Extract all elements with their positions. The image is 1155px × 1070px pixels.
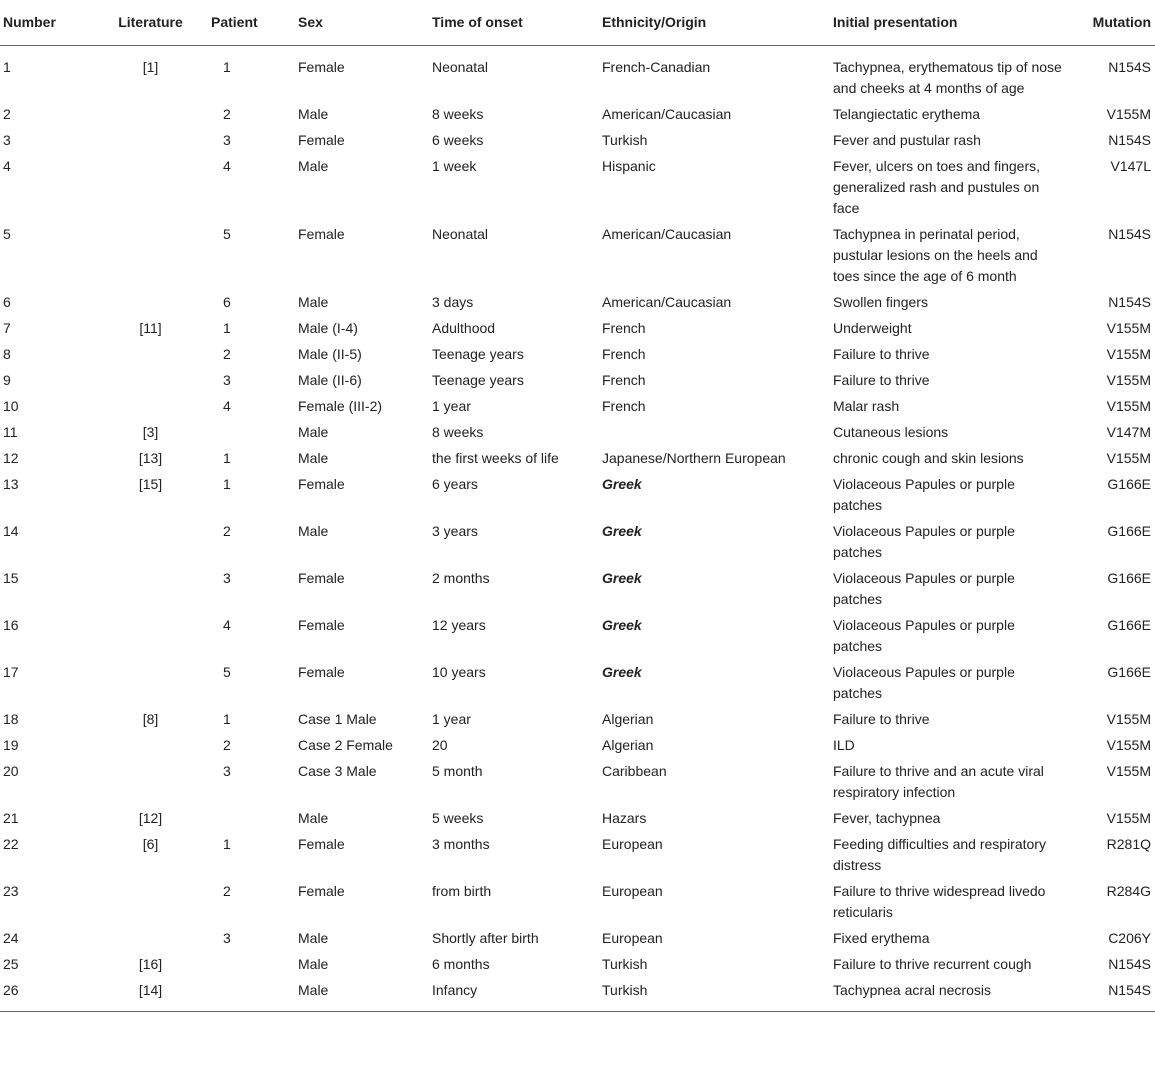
cell-ethnicity-origin: French-Canadian <box>602 59 711 75</box>
table-row <box>0 879 1155 926</box>
cell-time-of-onset: from birth <box>432 883 492 899</box>
cell-sex: Female <box>298 664 345 680</box>
cell-time-of-onset: 6 years <box>432 476 478 492</box>
cell-literature <box>98 733 203 759</box>
cell-sex: Female <box>298 476 345 492</box>
cell-time-of-onset: 3 days <box>432 294 474 310</box>
cell-ethnicity-origin: Turkish <box>602 978 833 1012</box>
cell-mutation: V155M <box>1106 398 1151 414</box>
cell-ethnicity-origin: Greek <box>602 617 642 633</box>
cell-literature <box>98 613 203 660</box>
cell-number: 14 <box>3 523 19 539</box>
cell-number: 16 <box>3 617 19 633</box>
cell-number: 2 <box>3 106 11 122</box>
cell-initial-presentation: Feeding difficulties and respiratory distress <box>833 836 1046 873</box>
table-row <box>0 222 1155 290</box>
cell-literature <box>98 394 203 420</box>
cell-patient: 3 <box>223 763 231 779</box>
cell-number: 24 <box>3 930 19 946</box>
cell-sex: Male <box>298 450 329 466</box>
cell-patient <box>203 806 298 832</box>
cell-mutation: R281Q <box>1106 836 1151 852</box>
header-sex: Sex <box>298 0 432 46</box>
table-row <box>0 519 1155 566</box>
cell-number: 21 <box>3 810 19 826</box>
cell-patient: 4 <box>223 617 231 633</box>
cell-literature <box>98 368 203 394</box>
cell-time-of-onset: 12 years <box>432 617 486 633</box>
cell-literature <box>98 154 203 222</box>
cell-sex: Female <box>298 226 345 242</box>
cell-ethnicity-origin <box>602 420 833 446</box>
table-header <box>0 0 1155 46</box>
cell-mutation: G166E <box>1107 476 1151 492</box>
header-literature: Literature <box>98 0 203 46</box>
cell-initial-presentation: Failure to thrive and an acute viral respiratory infection <box>833 763 1044 800</box>
cell-literature: [12] <box>138 810 163 826</box>
cell-time-of-onset: 1 year <box>432 711 471 727</box>
cell-ethnicity-origin: European <box>602 883 663 899</box>
cell-patient <box>203 978 298 1012</box>
cell-time-of-onset: 1 year <box>432 398 471 414</box>
table-row <box>0 342 1155 368</box>
cell-literature: [8] <box>142 711 159 727</box>
cell-patient: 6 <box>223 294 231 310</box>
table-row <box>0 446 1155 472</box>
table-row <box>0 102 1155 128</box>
table-row <box>0 660 1155 707</box>
table-row <box>0 394 1155 420</box>
header-time-of-onset: Time of onset <box>432 0 602 46</box>
cell-number: 12 <box>3 450 19 466</box>
table-row <box>0 952 1155 978</box>
cell-initial-presentation: Telangiectatic erythema <box>833 106 981 122</box>
cell-mutation: N154S <box>1108 132 1151 148</box>
cell-mutation: R284G <box>1106 883 1151 899</box>
cell-initial-presentation: Malar rash <box>833 398 900 414</box>
cell-sex: Male <box>298 158 329 174</box>
cell-time-of-onset: 5 weeks <box>432 810 484 826</box>
cell-initial-presentation: Violaceous Papules or purple patches <box>833 617 1015 654</box>
cell-patient: 2 <box>223 523 231 539</box>
cell-time-of-onset: 6 weeks <box>432 132 484 148</box>
cell-sex: Case 3 Male <box>298 763 377 779</box>
cell-mutation: V147L <box>1110 158 1151 174</box>
cell-sex: Female <box>298 59 345 75</box>
cell-literature <box>98 759 203 806</box>
cell-sex: Male <box>298 956 329 972</box>
cell-patient: 3 <box>223 570 231 586</box>
cell-patient: 3 <box>223 372 231 388</box>
cell-literature <box>98 879 203 926</box>
cell-ethnicity-origin: Greek <box>602 476 642 492</box>
table-row <box>0 154 1155 222</box>
cell-number: 25 <box>3 956 19 972</box>
cell-literature <box>98 128 203 154</box>
cell-literature: [1] <box>142 59 159 75</box>
cell-time-of-onset: 5 month <box>432 763 483 779</box>
cell-initial-presentation: Fever, tachypnea <box>833 810 941 826</box>
cell-initial-presentation: Violaceous Papules or purple patches <box>833 664 1015 701</box>
cell-initial-presentation: Failure to thrive <box>833 372 930 388</box>
cell-initial-presentation: chronic cough and skin lesions <box>833 450 1024 466</box>
cell-ethnicity-origin: French <box>602 398 646 414</box>
cell-number: 6 <box>3 294 11 310</box>
cell-ethnicity-origin: French <box>602 372 646 388</box>
cell-number: 5 <box>3 226 11 242</box>
cell-initial-presentation: Violaceous Papules or purple patches <box>833 476 1015 513</box>
cell-initial-presentation: Underweight <box>833 320 912 336</box>
cell-sex: Male <box>298 930 329 946</box>
table-row <box>0 759 1155 806</box>
cell-mutation: V155M <box>1106 763 1151 779</box>
header-initial-presentation: Initial presentation <box>833 0 1079 46</box>
cell-initial-presentation: Violaceous Papules or purple patches <box>833 570 1015 607</box>
table-row <box>0 707 1155 733</box>
cell-mutation: G166E <box>1107 664 1151 680</box>
table-row <box>0 832 1155 879</box>
table-row <box>0 733 1155 759</box>
cell-number: 1 <box>3 59 11 75</box>
cell-ethnicity-origin: European <box>602 836 663 852</box>
cell-patient <box>203 952 298 978</box>
cell-ethnicity-origin: Turkish <box>602 956 648 972</box>
cell-literature: [15] <box>138 476 163 492</box>
cell-patient: 2 <box>223 346 231 362</box>
cell-mutation: N154S <box>1108 226 1151 242</box>
cell-literature <box>98 342 203 368</box>
cell-initial-presentation: Swollen fingers <box>833 294 928 310</box>
cell-patient: 4 <box>223 158 231 174</box>
cell-number: 8 <box>3 346 11 362</box>
cell-sex: Female <box>298 132 345 148</box>
cell-literature <box>98 660 203 707</box>
cell-mutation: C206Y <box>1108 930 1151 946</box>
cell-sex: Female <box>298 570 345 586</box>
cell-mutation: N154S <box>1108 956 1151 972</box>
cell-ethnicity-origin: American/Caucasian <box>602 226 732 242</box>
cell-initial-presentation: Failure to thrive recurrent cough <box>833 956 1032 972</box>
cell-mutation: G166E <box>1107 523 1151 539</box>
cell-number: 22 <box>3 836 19 852</box>
cell-mutation: V155M <box>1106 810 1151 826</box>
cell-patient: 1 <box>223 59 231 75</box>
cell-time-of-onset: 20 <box>432 737 448 753</box>
cell-time-of-onset: 3 months <box>432 836 490 852</box>
table-row <box>0 566 1155 613</box>
cell-sex: Male (I-4) <box>298 320 358 336</box>
cell-sex: Female <box>298 617 345 633</box>
cell-mutation: G166E <box>1107 570 1151 586</box>
cell-mutation: G166E <box>1107 617 1151 633</box>
cell-mutation: V155M <box>1106 711 1151 727</box>
table-row <box>0 316 1155 342</box>
cell-number: 26 <box>0 978 98 1012</box>
cell-number: 10 <box>3 398 19 414</box>
cell-number: 3 <box>3 132 11 148</box>
cell-sex: Male <box>298 424 329 440</box>
cell-literature <box>98 290 203 316</box>
cell-sex: Female <box>298 883 345 899</box>
cell-patient: 1 <box>223 450 231 466</box>
cell-number: 23 <box>3 883 19 899</box>
cell-mutation: V155M <box>1106 106 1151 122</box>
cell-ethnicity-origin: Hispanic <box>602 158 656 174</box>
cell-initial-presentation: Tachypnea in perinatal period, pustular lesions on the heels and toes since the age of 6 month <box>833 226 1038 284</box>
cell-initial-presentation: Tachypnea acral necrosis <box>833 978 1079 1012</box>
cell-ethnicity-origin: American/Caucasian <box>602 294 732 310</box>
cell-initial-presentation: Fever, ulcers on toes and fingers, generalized rash and pustules on face <box>833 158 1040 216</box>
cell-initial-presentation: Tachypnea, erythematous tip of nose and cheeks at 4 months of age <box>833 59 1062 96</box>
cell-mutation: V155M <box>1106 450 1151 466</box>
cell-number: 18 <box>3 711 19 727</box>
cell-literature <box>98 926 203 952</box>
table-row <box>0 290 1155 316</box>
cell-patient: 1 <box>223 320 231 336</box>
cell-time-of-onset: 2 months <box>432 570 490 586</box>
cell-number: 19 <box>3 737 19 753</box>
cell-mutation: V155M <box>1106 320 1151 336</box>
cell-initial-presentation: ILD <box>833 737 855 753</box>
cell-patient: 1 <box>223 836 231 852</box>
cell-time-of-onset: 3 years <box>432 523 478 539</box>
cell-time-of-onset: 1 week <box>432 158 477 174</box>
cell-sex: Male <box>298 978 432 1012</box>
cell-number: 4 <box>3 158 11 174</box>
cell-patient: 3 <box>223 132 231 148</box>
cell-number: 17 <box>3 664 19 680</box>
table-row <box>0 613 1155 660</box>
table-row <box>0 978 1155 1012</box>
cell-patient: 5 <box>223 226 231 242</box>
cell-literature: [3] <box>142 424 159 440</box>
header-ethnicity-origin: Ethnicity/Origin <box>602 0 833 46</box>
cell-sex: Male (II-5) <box>298 346 362 362</box>
table-row <box>0 806 1155 832</box>
cell-sex: Case 1 Male <box>298 711 377 727</box>
cell-mutation: V155M <box>1106 372 1151 388</box>
cell-time-of-onset: Adulthood <box>432 320 496 336</box>
cell-patient: 2 <box>223 106 231 122</box>
cell-number: 13 <box>3 476 19 492</box>
cell-patient: 3 <box>223 930 231 946</box>
cell-sex: Male <box>298 810 329 826</box>
cell-mutation: N154S <box>1108 294 1151 310</box>
cell-initial-presentation: Violaceous Papules or purple patches <box>833 523 1015 560</box>
cell-mutation: N154S <box>1108 59 1151 75</box>
cell-literature <box>98 102 203 128</box>
cell-patient: 2 <box>223 883 231 899</box>
cell-sex: Case 2 Female <box>298 737 393 753</box>
table-row <box>0 420 1155 446</box>
cell-ethnicity-origin: Greek <box>602 570 642 586</box>
cell-ethnicity-origin: French <box>602 346 646 362</box>
cell-literature <box>98 222 203 290</box>
cell-number: 7 <box>3 320 11 336</box>
cell-time-of-onset: Infancy <box>432 978 602 1012</box>
cell-literature: [16] <box>138 956 163 972</box>
cell-literature <box>98 519 203 566</box>
cell-patient: 5 <box>223 664 231 680</box>
cell-literature <box>98 566 203 613</box>
cell-sex: Male <box>298 294 329 310</box>
cell-ethnicity-origin: Algerian <box>602 737 654 753</box>
cell-mutation: V155M <box>1106 737 1151 753</box>
cell-ethnicity-origin: Hazars <box>602 810 647 826</box>
cell-time-of-onset: 6 months <box>432 956 490 972</box>
table-row <box>0 926 1155 952</box>
cell-literature: [11] <box>139 320 162 336</box>
cell-sex: Female (III-2) <box>298 398 383 414</box>
cell-sex: Male (II-6) <box>298 372 362 388</box>
cell-time-of-onset: the first weeks of life <box>432 450 559 466</box>
cell-number: 15 <box>3 570 19 586</box>
cell-literature: [14] <box>98 978 203 1012</box>
cell-initial-presentation: Cutaneous lesions <box>833 424 949 440</box>
cell-time-of-onset: 8 weeks <box>432 424 484 440</box>
cell-time-of-onset: Teenage years <box>432 372 524 388</box>
cell-initial-presentation: Fever and pustular rash <box>833 132 981 148</box>
cell-sex: Male <box>298 523 329 539</box>
cell-ethnicity-origin: Caribbean <box>602 763 667 779</box>
table-row <box>0 368 1155 394</box>
cell-number: 9 <box>3 372 11 388</box>
cell-number: 20 <box>3 763 19 779</box>
cell-sex: Male <box>298 106 329 122</box>
cell-time-of-onset: Neonatal <box>432 59 489 75</box>
cell-time-of-onset: Teenage years <box>432 346 524 362</box>
cell-time-of-onset: 8 weeks <box>432 106 484 122</box>
cell-mutation: N154S <box>1079 978 1155 1012</box>
cell-patient: 1 <box>223 711 231 727</box>
cell-ethnicity-origin: French <box>602 320 646 336</box>
cell-literature: [6] <box>142 836 159 852</box>
cell-initial-presentation: Failure to thrive <box>833 711 930 727</box>
cell-ethnicity-origin: European <box>602 930 663 946</box>
table-row <box>0 472 1155 519</box>
cell-mutation: V155M <box>1106 346 1151 362</box>
cell-ethnicity-origin: Turkish <box>602 132 648 148</box>
cell-time-of-onset: Neonatal <box>432 226 489 242</box>
header-row <box>0 0 1155 46</box>
cell-patient: 4 <box>223 398 231 414</box>
cell-time-of-onset: Shortly after birth <box>432 930 539 946</box>
table-row <box>0 128 1155 154</box>
header-number: Number <box>0 0 98 46</box>
table-row <box>0 46 1155 103</box>
table-body <box>0 46 1155 1012</box>
cell-ethnicity-origin: American/Caucasian <box>602 106 732 122</box>
cell-mutation: V147M <box>1106 424 1151 440</box>
cell-initial-presentation: Failure to thrive widespread livedo reticularis <box>833 883 1046 920</box>
cell-literature: [13] <box>138 450 163 466</box>
cell-patient: 2 <box>223 737 231 753</box>
cell-patient <box>203 420 298 446</box>
cell-ethnicity-origin: Greek <box>602 664 642 680</box>
cell-time-of-onset: 10 years <box>432 664 486 680</box>
header-mutation: Mutation <box>1079 0 1155 46</box>
cell-initial-presentation: Fixed erythema <box>833 930 930 946</box>
cell-number: 11 <box>3 424 18 440</box>
header-patient: Patient <box>203 0 298 46</box>
cell-ethnicity-origin: Greek <box>602 523 642 539</box>
cell-ethnicity-origin: Japanese/Northern European <box>602 450 786 466</box>
cell-initial-presentation: Failure to thrive <box>833 346 930 362</box>
cell-ethnicity-origin: Algerian <box>602 711 654 727</box>
cell-patient: 1 <box>223 476 231 492</box>
cell-sex: Female <box>298 836 345 852</box>
